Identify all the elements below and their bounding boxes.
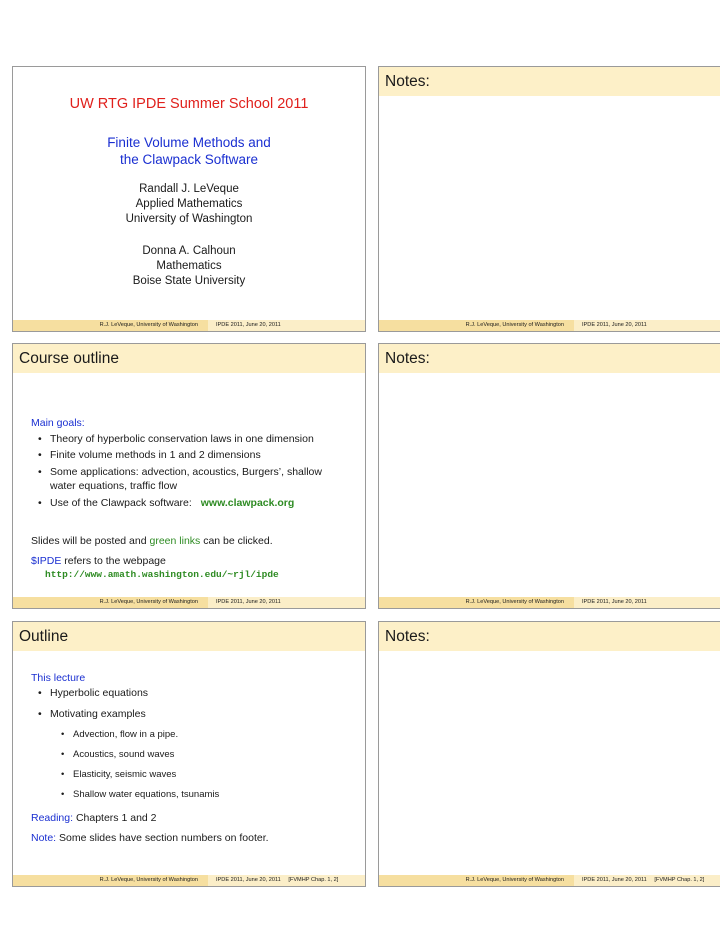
list-item: • Theory of hyperbolic conservation laws in one dimension — [50, 433, 347, 445]
notes-title: Notes: — [379, 67, 720, 96]
footer-author: R.J. LeVeque, University of Washington — [379, 875, 574, 886]
reading-text: Chapters 1 and 2 — [75, 812, 157, 824]
footer-section: [FVMHP Chap. 1, 2] — [288, 877, 339, 883]
slide-footer — [13, 320, 365, 331]
slides-note-text-end: can be clicked. — [203, 535, 273, 547]
author2-univ: Boise State University — [132, 275, 246, 287]
goal-clawpack-text: Use of the Clawpack software: — [50, 497, 192, 509]
slide-footer — [13, 597, 365, 608]
list-item: • Shallow water equations, tsunamis — [73, 789, 347, 800]
notes-title: Notes: — [379, 622, 720, 651]
author2-dept: Mathematics — [156, 260, 222, 272]
notes-panel-1 — [378, 66, 720, 332]
footer-date: IPDE 2011, June 20, 2011 — [582, 322, 647, 328]
footer-author: R.J. LeVeque, University of Washington — [13, 597, 208, 608]
slides-note-text: Slides will be posted and — [31, 535, 147, 547]
note-label: Note: — [31, 832, 57, 844]
author1-dept: Applied Mathematics — [135, 198, 243, 210]
footer-date: IPDE 2011, June 20, 2011 — [582, 877, 647, 883]
slide-course-outline — [12, 343, 366, 609]
footer-author: R.J. LeVeque, University of Washington — [13, 320, 208, 331]
list-item: • Acoustics, sound waves — [73, 749, 347, 760]
note-text: Some slides have section numbers on footer. — [59, 832, 269, 844]
slide-title-heading: Course outline — [13, 344, 365, 373]
green-links-text: green links — [149, 535, 201, 547]
ipde-variable: $IPDE — [31, 555, 62, 567]
footer-date: IPDE 2011, June 20, 2011 — [216, 322, 281, 328]
reading-line — [31, 812, 347, 824]
notes-title: Notes: — [379, 344, 720, 373]
ipde-text: refers to the webpage — [64, 555, 166, 567]
list-item: • Some applications: advection, acoustics, Burgers’, shallow water equations, traffic flow — [50, 465, 347, 493]
list-item: • Advection, flow in a pipe. — [73, 729, 347, 740]
ipde-url-link[interactable]: http://www.amath.washington.edu/~rjl/ipde — [45, 569, 279, 580]
footer-author: R.J. LeVeque, University of Washington — [379, 597, 574, 608]
examples-list — [31, 729, 347, 800]
topics-list — [31, 687, 347, 720]
author2-name: Donna A. Calhoun — [142, 245, 236, 257]
reading-label: Reading: — [31, 812, 74, 824]
footer-section: [FVMHP Chap. 1, 2] — [654, 877, 705, 883]
slide-footer — [379, 875, 720, 886]
slide-title — [12, 66, 366, 332]
list-item — [50, 497, 347, 509]
slides-note — [31, 535, 347, 547]
author1-name: Randall J. LeVeque — [139, 183, 239, 195]
list-item: • Finite volume methods in 1 and 2 dimensions — [50, 449, 347, 461]
author1-univ: University of Washington — [125, 213, 253, 225]
lecture-label: This lecture — [31, 672, 86, 684]
slide-outline — [12, 621, 366, 887]
notes-panel-3 — [378, 621, 720, 887]
notes-panel-2 — [378, 343, 720, 609]
footer-date: IPDE 2011, June 20, 2011 — [216, 599, 281, 605]
school-name: UW RTG IPDE Summer School 2011 — [69, 96, 309, 112]
footer-author: R.J. LeVeque, University of Washington — [379, 320, 574, 331]
slide-footer — [379, 320, 720, 331]
talk-title-line1: Finite Volume Methods and — [107, 135, 271, 150]
goals-list — [31, 433, 347, 509]
list-item: • Elasticity, seismic waves — [73, 769, 347, 780]
slide-title-heading: Outline — [13, 622, 365, 651]
slide-footer — [379, 597, 720, 608]
list-item: • Motivating examples — [50, 708, 347, 720]
list-item: • Hyperbolic equations — [50, 687, 347, 699]
ipde-note — [31, 555, 347, 567]
footer-date: IPDE 2011, June 20, 2011 — [582, 599, 647, 605]
goals-label: Main goals: — [31, 417, 85, 429]
clawpack-link[interactable]: www.clawpack.org — [200, 497, 295, 509]
note-line — [31, 832, 347, 844]
talk-title-line2: the Clawpack Software — [119, 152, 259, 167]
slide-footer — [13, 875, 365, 886]
footer-date: IPDE 2011, June 20, 2011 — [216, 877, 281, 883]
footer-author: R.J. LeVeque, University of Washington — [13, 875, 208, 886]
